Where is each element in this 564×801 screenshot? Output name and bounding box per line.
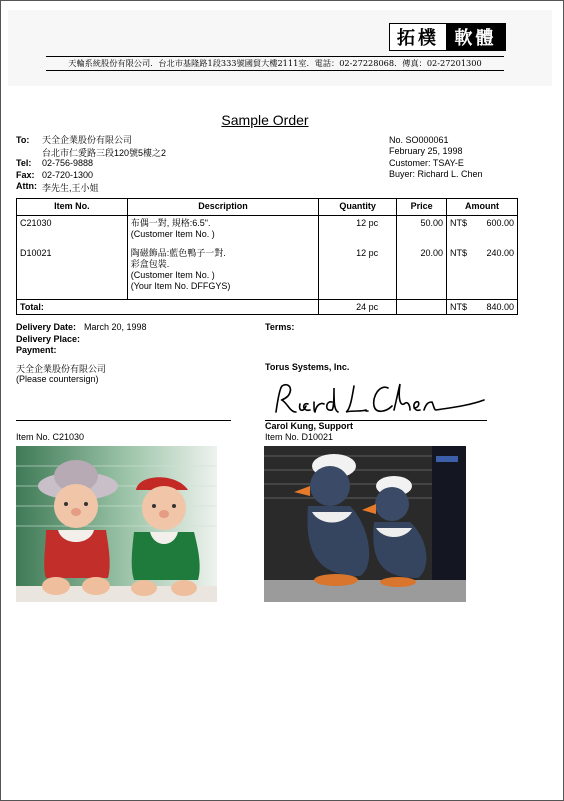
delivery-place-label: Delivery Place: (16, 334, 81, 344)
item-amount (447, 216, 518, 246)
buyer-company: 天全企業股份有限公司 (16, 364, 107, 374)
seller-company: Torus Systems, Inc. (265, 362, 350, 372)
item-number: C21030 (17, 216, 128, 246)
table-row (17, 246, 518, 300)
order-info (389, 135, 483, 180)
order-buyer: Buyer: Richard L. Chen (389, 168, 483, 179)
col-header-item: Item No. (17, 199, 128, 216)
logo-right-text: 軟體 (446, 24, 505, 50)
company-logo (389, 23, 506, 51)
total-row (17, 300, 518, 315)
col-header-price: Price (397, 199, 447, 216)
signer-name: Carol Kung, Support (265, 421, 353, 431)
col-header-amount: Amount (447, 199, 518, 216)
amount-value: 840.00 (486, 302, 514, 312)
duck-figurines-photo (264, 446, 466, 602)
customer-name: 天全企業股份有限公司 (42, 135, 133, 145)
handwritten-signature (268, 378, 488, 420)
currency: NT$ (450, 218, 468, 228)
customer-attn: 李先生,王小姐 (42, 183, 99, 193)
description-line: 布偶一對, 規格:6.5". (130, 218, 211, 228)
description-line: 陶磁飾品:藍色鴨子一對. (130, 247, 226, 258)
customer-tel: 02-756-9888 (42, 158, 94, 168)
delivery-date: March 20, 1998 (84, 322, 147, 332)
to-label: To: (16, 135, 30, 145)
item-quantity: 12 pc (319, 216, 397, 246)
delivery-date-label: Delivery Date: (16, 322, 77, 332)
buyer-signature-line (16, 420, 231, 421)
total-price-empty (397, 300, 447, 315)
item-price: 50.00 (397, 216, 447, 246)
order-date: February 25, 1998 (389, 146, 463, 157)
doll-pair-photo (16, 446, 217, 602)
currency: NT$ (450, 302, 468, 312)
col-header-description: Description (127, 199, 319, 216)
order-table (16, 198, 518, 315)
item-description (127, 216, 319, 246)
left-photo-caption: Item No. C21030 (16, 432, 85, 442)
logo-left-text: 拓樸 (390, 24, 446, 50)
tel-label: Tel: (16, 158, 32, 168)
countersign-note: (Please countersign) (16, 374, 99, 384)
item-number: D10021 (17, 246, 128, 300)
table-row (17, 216, 518, 246)
item-price: 20.00 (397, 246, 447, 300)
description-line: (Customer Item No. ) (130, 269, 215, 280)
total-label: Total: (17, 300, 319, 315)
description-line: 彩盒包裝. (130, 258, 170, 269)
col-header-quantity: Quantity (319, 199, 397, 216)
attn-label: Attn: (16, 181, 37, 191)
company-address-line: 天輪系統股份有限公司．台北市基隆路1段333號國貿大樓2111室．電話：02-27228068．傳真：02-27201300 (68, 58, 482, 68)
payment-label: Payment: (16, 345, 57, 355)
total-quantity: 24 pc (319, 300, 397, 315)
total-amount (447, 300, 518, 315)
terms-label: Terms: (265, 322, 295, 332)
description-line: (Customer Item No. ) (130, 229, 215, 239)
document-title: Sample Order (221, 112, 309, 128)
currency: NT$ (450, 247, 468, 258)
description-line: (Your Item No. DFFGYS) (130, 280, 231, 291)
header-rule-bottom (46, 70, 504, 71)
right-photo-caption: Item No. D10021 (265, 432, 334, 442)
item-amount (447, 246, 518, 300)
amount-value: 600.00 (486, 218, 514, 228)
order-number: No. SO000061 (389, 135, 449, 145)
order-customer: Customer: TSAY-E (389, 157, 464, 168)
customer-address: 台北市仁愛路三段120號5樓之2 (42, 148, 167, 158)
fax-label: Fax: (16, 170, 35, 180)
item-description (127, 246, 319, 300)
amount-value: 240.00 (486, 247, 514, 258)
table-header-row (17, 199, 518, 216)
customer-fax: 02-720-1300 (42, 170, 94, 180)
item-quantity: 12 pc (319, 246, 397, 300)
